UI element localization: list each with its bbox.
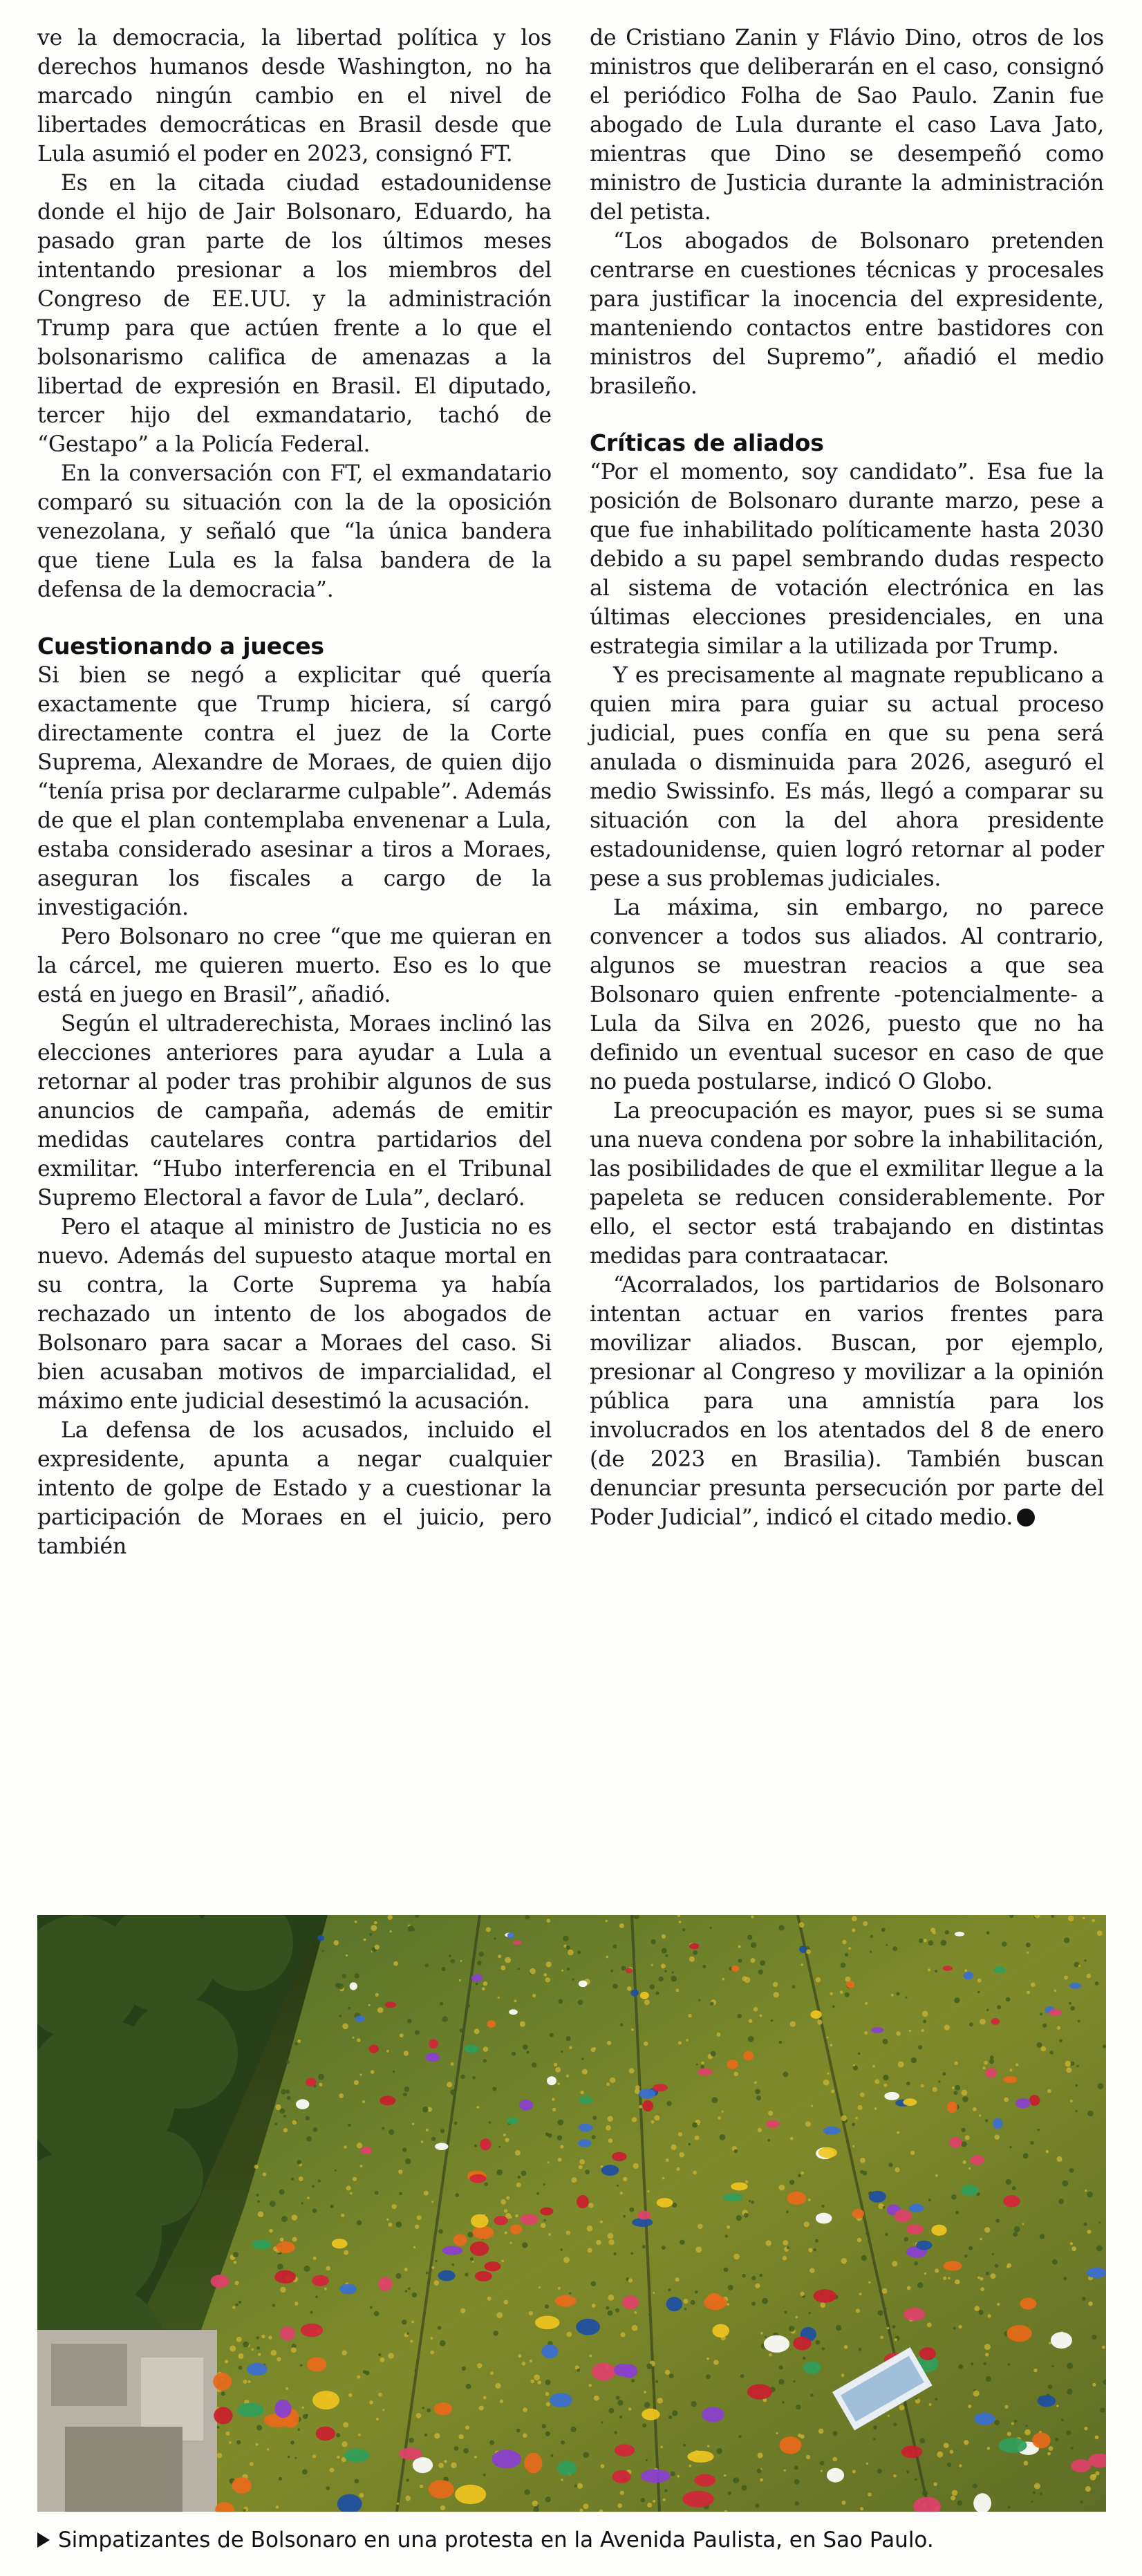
article-paragraph: Según el ultraderechista, Moraes inclinó las elecciones anteriores para ayudar a Lula a retornar al poder tras prohibir algunos de sus anuncios de campaña, además de emitir medidas cautelares contra partidarios del exmilitar. “Hubo interferencia en el Tribunal Supremo Electoral a favor de Lula”, declaró. (37, 1011, 552, 1211)
caption-triangle-icon (37, 2532, 50, 2548)
article-paragraph: La preocupación es mayor, pues si se suma una nueva condena por sobre la inhabilitación, las posibilidades de que el exmilitar llegue a la papeleta se reducen considerablemente. Por ello, el sector está trabajando en distintas medidas para contraatacar. (590, 1099, 1104, 1269)
section-heading: Críticas de aliados (590, 429, 824, 456)
article-paragraph: Y es precisamente al magnate republicano a quien mira para guiar su actual proceso judicial, pues confía en que su pena será anulada o disminuida para 2026, aseguró el medio Swissinfo. Es más, llegó a comparar su situación con la del ahora presidente estadounidense, quien logró retornar al poder pese a sus problemas judiciales. (590, 663, 1104, 891)
section-spacer (590, 401, 1104, 429)
photo-caption (37, 2526, 1106, 2554)
article-paragraph: “Los abogados de Bolsonaro pretenden centrarse en cuestiones técnicas y procesales para justificar la inocencia del expresidente, manteniendo contactos entre bastidores con ministros del Supremo”, añadió el medio brasileño. (590, 229, 1104, 399)
end-of-article-icon (1017, 1509, 1035, 1527)
protest-photo (37, 1915, 1106, 2512)
building-rooftops (37, 2330, 217, 2512)
article-paragraph: Es en la citada ciudad estadounidense donde el hijo de Jair Bolsonaro, Eduardo, ha pasado gran parte de los últimos meses intentando presionar a los miembros del Congreso de EE.UU. y la administración Trump para que actúen frente a lo que el bolsonarismo califica de amenazas a la libertad de expresión en Brasil. El diputado, tercer hijo del exmandatario, tachó de “Gestapo” a la Policía Federal. (37, 171, 552, 457)
section-heading: Cuestionando a jueces (37, 633, 324, 660)
article-column-left (37, 24, 552, 1561)
article-paragraph: Si bien se negó a explicitar qué quería exactamente que Trump hiciera, sí cargó directamente contra el juez de la Corte Suprema, Alexandre de Moraes, de quien dijo “tenía prisa por declararme culpable”. Además de que el plan contemplaba envenenar a Lula, estaba considerado asesinar a tiros a Moraes, aseguran los fiscales a cargo de la investigación. (37, 663, 552, 920)
article-paragraph: ve la democracia, la libertad política y los derechos humanos desde Washington, no ha marcado ningún cambio en el nivel de libertades democráticas en Brasil desde que Lula asumió el poder en 2023, consignó FT. (37, 26, 552, 167)
photo-caption-text: Simpatizantes de Bolsonaro en una protesta en la Avenida Paulista, en Sao Paulo. (58, 2528, 934, 2552)
section-spacer (37, 604, 552, 632)
article-column-right (590, 24, 1104, 1532)
article-paragraph: de Cristiano Zanin y Flávio Dino, otros de los ministros que deliberarán en el caso, consignó el periódico Folha de Sao Paulo. Zanin fue abogado de Lula durante el caso Lava Jato, mientras que Dino se desempeñó como ministro de Justicia durante la administración del petista. (590, 26, 1104, 225)
article-paragraph: Pero el ataque al ministro de Justicia no es nuevo. Además del supuesto ataque mortal en su contra, la Corte Suprema ya había rechazado un intento de los abogados de Bolsonaro para sacar a Moraes del caso. Si bien acusaban motivos de imparcialidad, el máximo ente judicial desestimó la acusación. (37, 1215, 552, 1414)
article-paragraph: La defensa de los acusados, incluido el expresidente, apunta a negar cualquier intento de golpe de Estado y a cuestionar la participación de Moraes en el juicio, pero también (37, 1418, 552, 1559)
article-paragraph: En la conversación con FT, el exmandatario comparó su situación con la de la oposición venezolana, y señaló que “la única bandera que tiene Lula es la falsa bandera de la defensa de la democracia”. (37, 461, 552, 602)
article-paragraph: La máxima, sin embargo, no parece convencer a todos sus aliados. Al contrario, algunos se muestran reacios a que sea Bolsonaro quien enfrente -potencialmente- a Lula da Silva en 2026, puesto que no ha definido un eventual sucesor en caso de que no pueda postularse, indicó O Globo. (590, 895, 1104, 1094)
crowd-illustration (37, 1915, 1106, 2512)
article-paragraph: “Por el momento, soy candidato”. Esa fue la posición de Bolsonaro durante marzo, pese a que fue inhabilitado políticamente hasta 2030 debido a su papel sembrando dudas respecto al sistema de votación electrónica en las últimas elecciones presidenciales, en una estrategia similar a la utilizada por Trump. (590, 460, 1104, 659)
article-paragraph: Pero Bolsonaro no cree “que me quieran en la cárcel, me quieren muerto. Eso es lo que está en juego en Brasil”, añadió. (37, 924, 552, 1007)
article-paragraph: “Acorralados, los partidarios de Bolsonaro intentan actuar en varios frentes para movilizar aliados. Buscan, por ejemplo, presionar al Congreso y movilizar a la opinión pública para una amnistía para los involucrados en los atentados del 8 de enero (de 2023 en Brasilia). También buscan denunciar presunta persecución por parte del Poder Judicial”, indicó el citado medio. (590, 1273, 1104, 1530)
